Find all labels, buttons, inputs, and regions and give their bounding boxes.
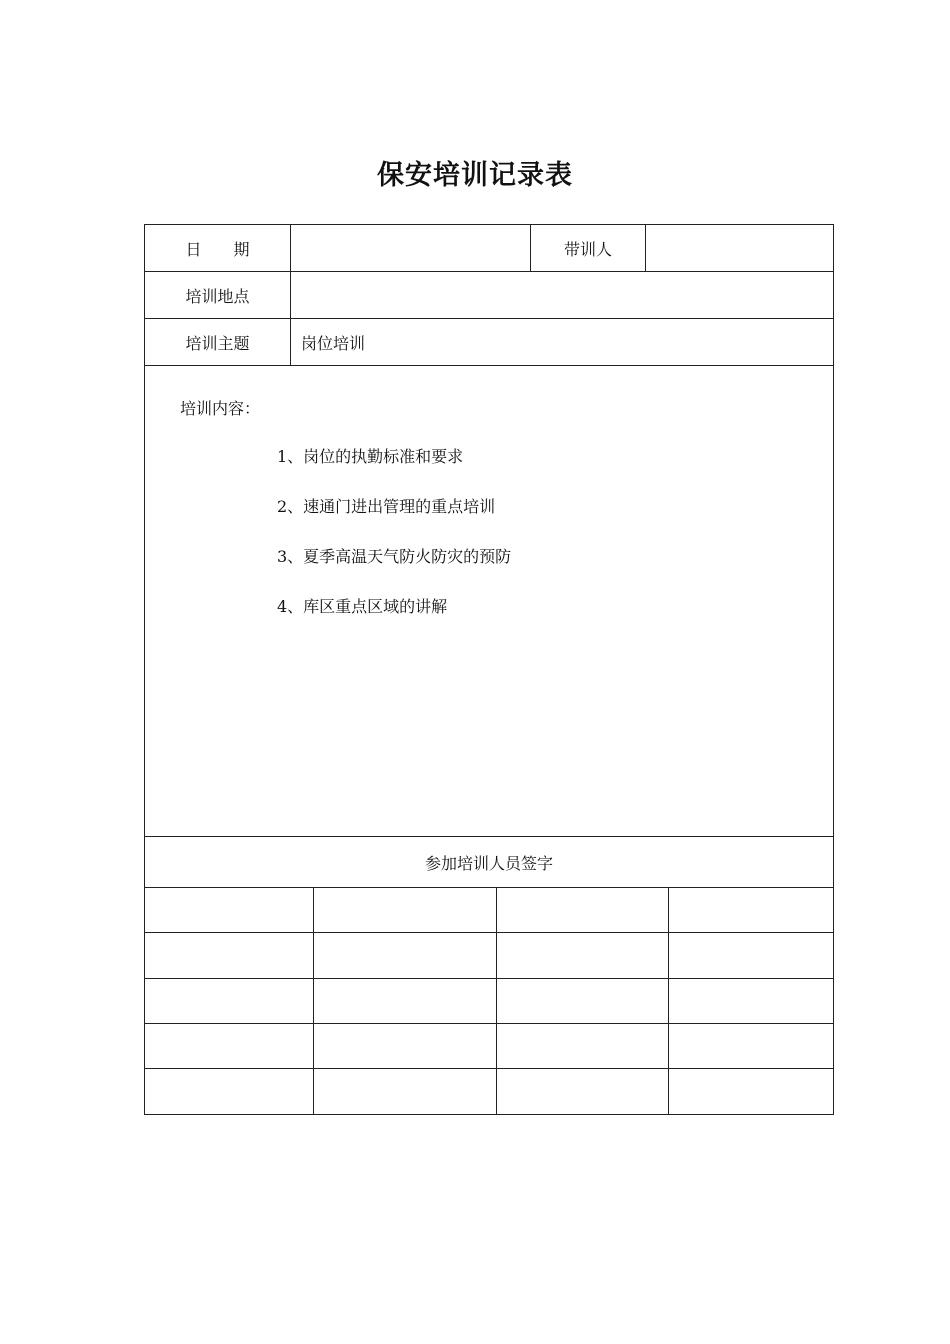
trainer-label: 带训人 xyxy=(531,225,646,272)
signature-cell[interactable] xyxy=(145,933,314,979)
signature-cell[interactable] xyxy=(145,1069,314,1115)
signature-cell[interactable] xyxy=(314,979,497,1024)
signature-cell[interactable] xyxy=(145,1024,314,1069)
signature-cell[interactable] xyxy=(669,1024,834,1069)
location-label: 培训地点 xyxy=(145,272,291,319)
location-field[interactable] xyxy=(291,272,834,319)
topic-label: 培训主题 xyxy=(145,319,291,366)
signature-cell[interactable] xyxy=(314,933,497,979)
signature-cell[interactable] xyxy=(669,933,834,979)
signature-cell[interactable] xyxy=(497,1024,669,1069)
date-field[interactable] xyxy=(291,225,531,272)
signature-cell[interactable] xyxy=(314,888,497,933)
topic-field[interactable]: 岗位培训 xyxy=(291,319,834,366)
signature-cell[interactable] xyxy=(669,979,834,1024)
date-label: 日 期 xyxy=(145,225,291,272)
signature-cell[interactable] xyxy=(497,979,669,1024)
training-content-cell xyxy=(145,366,834,837)
signature-cell[interactable] xyxy=(497,933,669,979)
signature-heading: 参加培训人员签字 xyxy=(145,837,834,888)
training-item: 3、夏季高温天气防火防灾的预防 xyxy=(277,547,512,566)
signature-cell[interactable] xyxy=(669,1069,834,1115)
training-content-label: 培训内容： xyxy=(180,399,261,418)
signature-cell[interactable] xyxy=(314,1069,497,1115)
trainer-field[interactable] xyxy=(646,225,834,272)
page-title: 保安培训记录表 xyxy=(377,160,573,191)
signature-table xyxy=(144,836,834,1115)
training-item: 2、速通门进出管理的重点培训 xyxy=(277,497,496,516)
training-item: 1、岗位的执勤标准和要求 xyxy=(277,447,464,466)
training-item: 4、库区重点区域的讲解 xyxy=(277,597,448,616)
signature-cell[interactable] xyxy=(145,888,314,933)
signature-cell[interactable] xyxy=(497,1069,669,1115)
training-info-table xyxy=(144,224,834,837)
signature-cell[interactable] xyxy=(497,888,669,933)
signature-cell[interactable] xyxy=(145,979,314,1024)
signature-cell[interactable] xyxy=(669,888,834,933)
signature-cell[interactable] xyxy=(314,1024,497,1069)
